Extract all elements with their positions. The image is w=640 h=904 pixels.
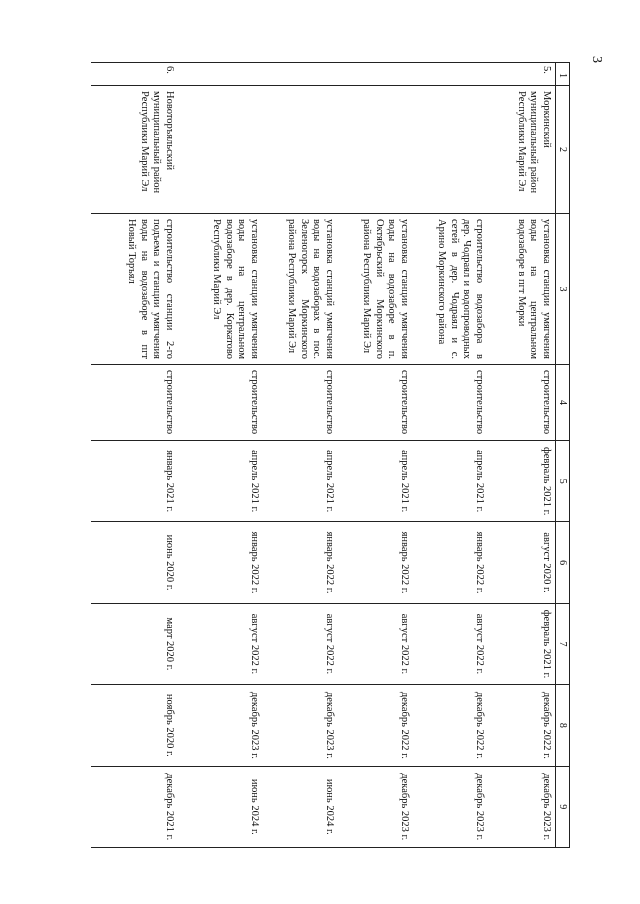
date-cell: декабрь 2022 г.: [488, 685, 556, 766]
date-cell: декабрь 2023 г.: [488, 766, 556, 847]
work-type-cell: строительство: [338, 365, 413, 441]
date-cell: январь 2022 г.: [413, 522, 488, 603]
date-cell: январь 2022 г.: [263, 522, 338, 603]
date-cell: декабрь 2022 г.: [413, 685, 488, 766]
date-cell: апрель 2021 г.: [263, 441, 338, 522]
row-number: [413, 63, 488, 86]
row-number: [178, 63, 263, 86]
date-cell: декабрь 2023 г.: [178, 685, 263, 766]
row-number: 5.: [488, 63, 556, 86]
date-cell: август 2022 г.: [263, 603, 338, 684]
date-cell: декабрь 2023 г.: [338, 766, 413, 847]
object-cell: установка станции умягчения воды на центральном водозаборе в дер. Коркатово Республики Марий Эл: [178, 214, 263, 365]
table-row: [263, 63, 338, 848]
row-number: [338, 63, 413, 86]
column-number: 4: [556, 365, 570, 441]
object-cell: установка станции умягчения воды на водозаборе в п. Октябрьский Моркинского района Республики Марий Эл: [338, 214, 413, 365]
table-row: [338, 63, 413, 848]
table-row: [488, 63, 556, 848]
column-number: 8: [556, 685, 570, 766]
object-cell: строительство станции 2-го подъема и станции умягчения воды на водозаборе в пгт Новый Торъял: [91, 214, 178, 365]
district-cell: Новоторъяльский муниципальный район Республики Марий Эл: [91, 86, 178, 214]
date-cell: август 2022 г.: [413, 603, 488, 684]
column-number-row: [556, 63, 570, 848]
date-cell: март 2020 г.: [91, 603, 178, 684]
district-cell: [263, 86, 338, 214]
date-cell: июнь 2024 г.: [263, 766, 338, 847]
date-cell: февраль 2021 г.: [488, 603, 556, 684]
district-cell: [338, 86, 413, 214]
date-cell: январь 2022 г.: [338, 522, 413, 603]
program-table: [91, 62, 570, 848]
date-cell: декабрь 2023 г.: [263, 685, 338, 766]
date-cell: апрель 2021 г.: [413, 441, 488, 522]
date-cell: август 2022 г.: [338, 603, 413, 684]
table-row: [91, 63, 178, 848]
district-cell: [413, 86, 488, 214]
table-row: [178, 63, 263, 848]
column-number: 7: [556, 603, 570, 684]
object-cell: установка станций умягчения воды на водозаборах в пос. Зеленогорск Моркинского района Республики Марий Эл: [263, 214, 338, 365]
work-type-cell: строительство: [413, 365, 488, 441]
work-type-cell: строительство: [178, 365, 263, 441]
date-cell: апрель 2021 г.: [178, 441, 263, 522]
date-cell: август 2020 г.: [488, 522, 556, 603]
column-number: 9: [556, 766, 570, 847]
column-number: 6: [556, 522, 570, 603]
column-number: 1: [556, 63, 570, 86]
column-number: 3: [556, 214, 570, 365]
page-number: 3: [589, 56, 604, 63]
work-type-cell: строительство: [91, 365, 178, 441]
object-cell: установка станции умягчения воды на центральном водозаборе в пгт Морки: [488, 214, 556, 365]
object-cell: строительство водозабора в дер. Чодраял и водопроводных сетей в дер. Чодраял и с. Арино Моркинского района: [413, 214, 488, 365]
district-cell: [178, 86, 263, 214]
date-cell: июнь 2020 г.: [91, 522, 178, 603]
row-number: [263, 63, 338, 86]
rotated-table-sheet: [104, 62, 570, 848]
column-number: 5: [556, 441, 570, 522]
date-cell: апрель 2021 г.: [338, 441, 413, 522]
date-cell: декабрь 2022 г.: [338, 685, 413, 766]
district-cell: Моркинский муниципальный район Республики Марий Эл: [488, 86, 556, 214]
table-row: [413, 63, 488, 848]
column-number: 2: [556, 86, 570, 214]
date-cell: ноябрь 2020 г.: [91, 685, 178, 766]
date-cell: август 2022 г.: [178, 603, 263, 684]
date-cell: декабрь 2021 г.: [91, 766, 178, 847]
row-number: 6.: [91, 63, 178, 86]
date-cell: январь 2022 г.: [178, 522, 263, 603]
date-cell: январь 2021 г.: [91, 441, 178, 522]
date-cell: июнь 2024 г.: [178, 766, 263, 847]
work-type-cell: строительство: [263, 365, 338, 441]
date-cell: февраль 2021 г.: [488, 441, 556, 522]
date-cell: декабрь 2023 г.: [413, 766, 488, 847]
work-type-cell: строительство: [488, 365, 556, 441]
